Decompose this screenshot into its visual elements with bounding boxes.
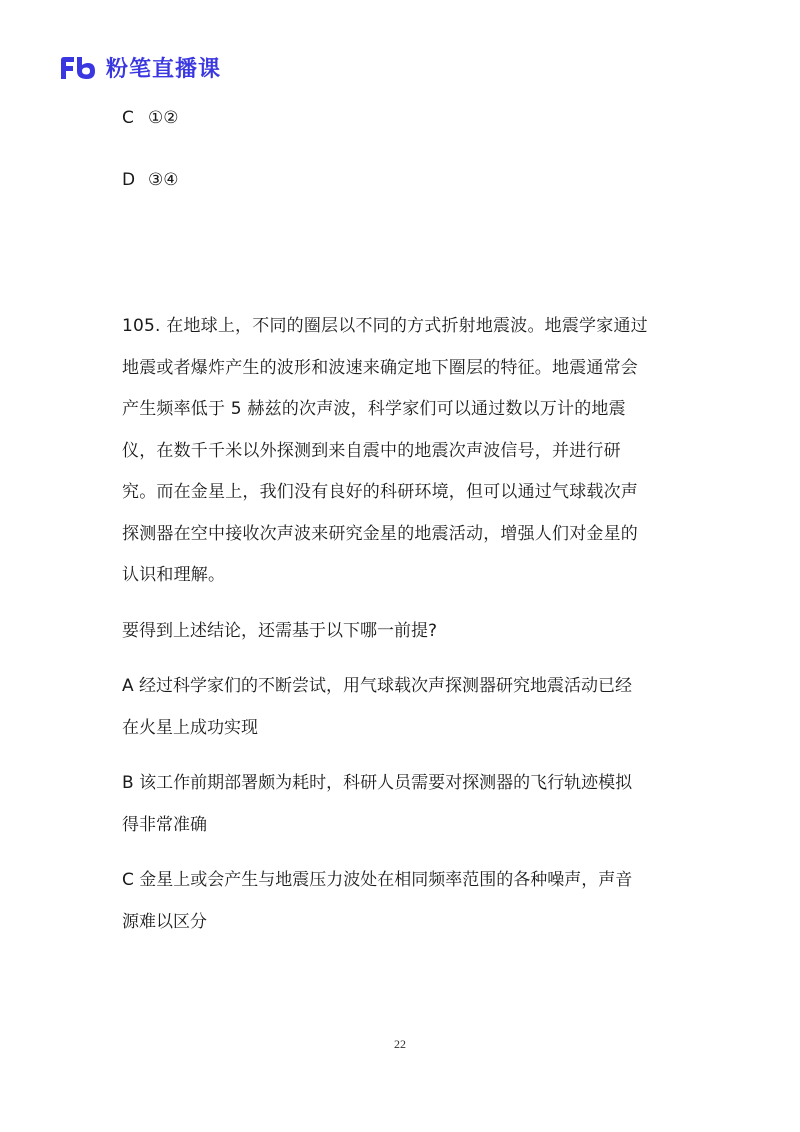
brand-header <box>58 52 221 83</box>
option-line: 源难以区分 <box>122 911 207 932</box>
question-line: 地震或者爆炸产生的波形和波速来确定地下圈层的特征。地震通常会 <box>122 357 638 378</box>
fenbi-logo-icon <box>58 54 98 82</box>
prompt-text: 要得到上述结论，还需基于以下哪一前提? <box>122 620 438 641</box>
option-line: 在火星上成功实现 <box>122 717 258 738</box>
option-line: A 经过科学家们的不断尝试，用气球载次声探测器研究地震活动已经 <box>122 676 633 696</box>
brand-name: 粉笔直播课 <box>106 57 222 82</box>
question-line: 认识和理解。 <box>122 565 226 585</box>
option-text: ①② <box>148 108 179 128</box>
question-line: 105. 在地球上，不同的圈层以不同的方式折射地震波。地震学家通过 <box>122 316 648 336</box>
option-letter: D <box>122 170 136 190</box>
option-line: B 该工作前期部署颇为耗时，科研人员需要对探测器的飞行轨迹模拟 <box>122 773 633 793</box>
page-content <box>122 100 682 943</box>
page-number: 22 <box>394 1037 406 1051</box>
question-line: 仪，在数千千米以外探测到来自震中的地震次声波信号，并进行研 <box>122 440 621 461</box>
question-line: 究。而在金星上，我们没有良好的科研环境，但可以通过气球载次声 <box>122 482 638 502</box>
option-line: C 金星上或会产生与地震压力波处在相同频率范围的各种噪声，声音 <box>122 870 633 890</box>
question-line: 探测器在空中接收次声波来研究金星的地震活动，增强人们对金星的 <box>122 523 638 544</box>
option-b <box>122 763 682 846</box>
option-line: 得非常准确 <box>122 814 207 835</box>
option-a <box>122 666 682 749</box>
option-c-prev <box>122 100 682 162</box>
question-stem <box>122 306 682 597</box>
option-c <box>122 860 682 943</box>
option-text: ③④ <box>148 170 179 190</box>
question-line: 产生频率低于 5 赫兹的次声波，科学家们可以通过数以万计的地震 <box>122 399 626 419</box>
question-prompt <box>122 611 682 653</box>
option-letter: C <box>122 108 134 128</box>
option-d-prev <box>122 162 682 224</box>
